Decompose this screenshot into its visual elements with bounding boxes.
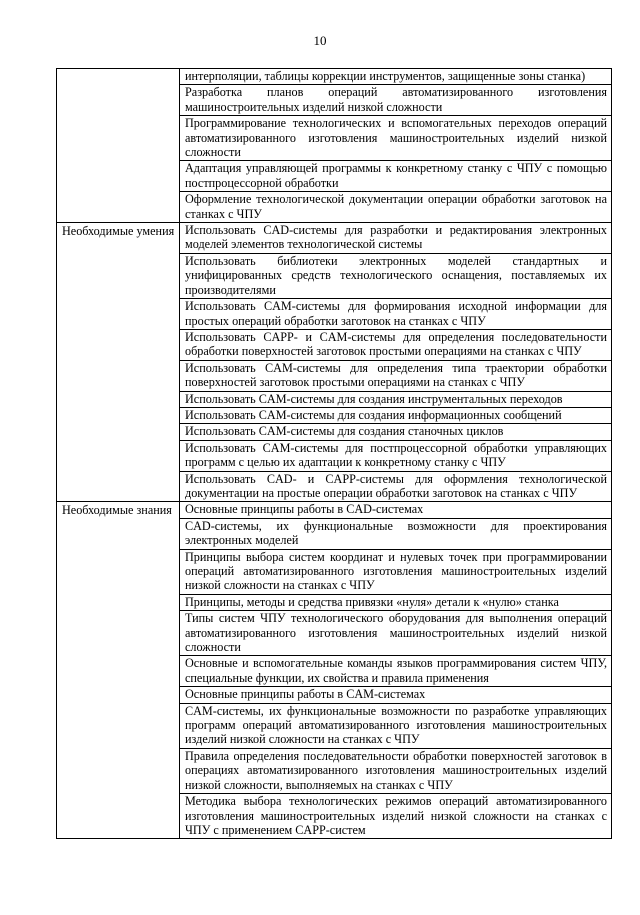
table-cell-text: Использовать библиотеки электронных моделей стандартных и унифицированных средств технологического оснащения, поставляемых их производителями	[180, 253, 612, 298]
table-cell-text: Использовать CAM-системы для постпроцессорной обработки управляющих программ с целью их адаптации к конкретному станку с ЧПУ	[180, 440, 612, 471]
table-row	[57, 69, 612, 85]
table-cell-text: Использовать CAM-системы для создания инструментальных переходов	[180, 391, 612, 407]
knowledge-label: Необходимые знания	[62, 503, 172, 518]
table-cell-text: Адаптация управляющей программы к конкретному станку с ЧПУ с помощью постпроцессорной обработки	[180, 161, 612, 192]
table-cell-text: Использовать CAD- и CAPP-системы для оформления технологической документации на простые операции обработки заготовок на станках с ЧПУ	[180, 471, 612, 502]
table-cell-text: Основные принципы работы в CAD-системах	[180, 502, 612, 518]
skills-label: Необходимые умения	[62, 224, 175, 239]
table-cell-text: Типы систем ЧПУ технологического оборудования для выполнения операций автоматизированного изготовления машиностроительных изделий низкой сложности	[180, 611, 612, 656]
table-cell-text: Принципы выбора систем координат и нулевых точек при программировании операций автоматизированного изготовления машиностроительных изделий низкой сложности на станках с ЧПУ	[180, 549, 612, 594]
table-cell-text: Использовать CAM-системы для определения типа траектории обработки поверхностей заготовок простыми операциями на станках с ЧПУ	[180, 360, 612, 391]
table-cell-text: Принципы, методы и средства привязки «нуля» детали к «нулю» станка	[180, 594, 612, 610]
table-row	[57, 502, 612, 518]
table-cell-text: Программирование технологических и вспомогательных переходов операций автоматизированного изготовления машиностроительных изделий низкой сложности	[180, 116, 612, 161]
table-cell-text: CAD-системы, их функциональные возможности для проектирования электронных моделей	[180, 518, 612, 549]
job-function-table	[56, 68, 612, 839]
table-body	[57, 69, 612, 839]
table-cell-text: Оформление технологической документации операции обработки заготовок на станках с ЧПУ	[180, 192, 612, 223]
table-cell-text: Использовать CAPP- и CAM-системы для определения последовательности обработки поверхностей заготовок простыми операциями на станках с ЧПУ	[180, 329, 612, 360]
table-cell-text: Разработка планов операций автоматизированного изготовления машиностроительных изделий низкой сложности	[180, 85, 612, 116]
page-number: 10	[313, 33, 327, 48]
table-cell-text: Использовать CAM-системы для создания информационных сообщений	[180, 407, 612, 423]
table-row	[57, 223, 612, 254]
table-cell-text: Правила определения последовательности обработки поверхностей заготовок в операциях автоматизированного изготовления машиностроительных изделий низкой сложности, выполняемых на станках с ЧПУ	[180, 748, 612, 793]
table-cell-text: Использовать CAM-системы для формирования исходной информации для простых операций обработки заготовок на станках с ЧПУ	[180, 299, 612, 330]
skills-label-cell	[57, 223, 180, 502]
table-cell-text: CAM-системы, их функциональные возможности по разработке управляющих программ операций автоматизированного изготовления машиностроительных изделий низкой сложности на станках с ЧПУ	[180, 703, 612, 748]
table-cell-text: Использовать CAD-системы для разработки и редактирования электронных моделей элементов технологической системы	[180, 223, 612, 254]
table-cell-text: Использовать CAM-системы для создания станочных циклов	[180, 424, 612, 440]
knowledge-label-cell	[57, 502, 180, 839]
table-cell-text: Основные принципы работы в CAM-системах	[180, 687, 612, 703]
table-cell-text: Основные и вспомогательные команды языков программирования систем ЧПУ, специальные функции, их свойства и правила применения	[180, 656, 612, 687]
table-cell-text: интерполяции, таблицы коррекции инструментов, защищенные зоны станка)	[180, 69, 612, 85]
continued-label-cell	[57, 69, 180, 223]
table-cell-text: Методика выбора технологических режимов операций автоматизированного изготовления машиностроительных изделий низкой сложности на станках с ЧПУ с применением CAPP-систем	[180, 794, 612, 839]
